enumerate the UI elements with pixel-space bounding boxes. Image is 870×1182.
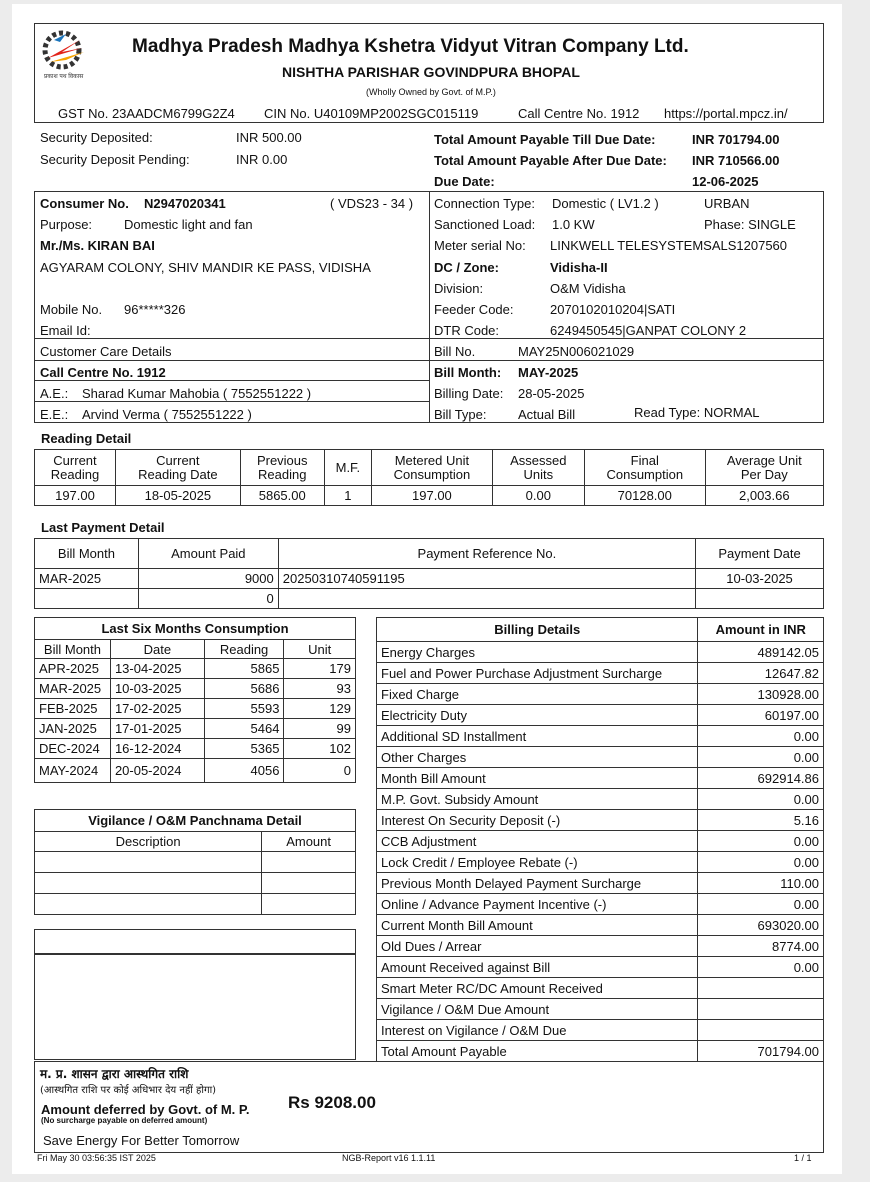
footer-timestamp: Fri May 30 03:56:35 IST 2025: [37, 1153, 156, 1163]
payment-detail-title: Last Payment Detail: [41, 520, 165, 535]
billing-amount: [698, 978, 824, 999]
reading-cell: 5865.00: [240, 486, 324, 506]
reading-header: M.F.: [324, 450, 371, 486]
billing-amount: 110.00: [698, 873, 824, 894]
company-name: Madhya Pradesh Madhya Kshetra Vidyut Vitran Company Ltd.: [132, 36, 689, 57]
reading-table: [34, 449, 824, 506]
deferred-note: (No surcharge payable on deferred amount): [41, 1116, 208, 1125]
due-date-label: Due Date:: [434, 174, 495, 189]
ee-value: Arvind Verma ( 7552551222 ): [82, 407, 252, 422]
ee-label: E.E.:: [40, 407, 69, 422]
feeder-label: Feeder Code:: [434, 302, 514, 317]
billing-amount: 12647.82: [698, 663, 824, 684]
purpose-value: Domestic light and fan: [124, 217, 253, 232]
six-months-cell: 17-02-2025: [110, 699, 204, 719]
reading-detail-title: Reading Detail: [41, 431, 132, 446]
customer-care-label: Customer Care Details: [40, 344, 172, 359]
payable-till-value: INR 701794.00: [692, 132, 780, 147]
billing-label: Additional SD Installment: [377, 726, 698, 747]
billing-label: Lock Credit / Employee Rebate (-): [377, 852, 698, 873]
dc-value: Vidisha-II: [550, 260, 608, 275]
six-months-title: Last Six Months Consumption: [35, 618, 356, 640]
consumer-no-value: N2947020341: [144, 196, 226, 211]
feeder-value: 2070102010204|SATI: [550, 302, 676, 317]
six-months-cell: 5593: [204, 699, 284, 719]
six-months-table: [34, 617, 356, 783]
reading-header: Assessed Units: [492, 450, 584, 486]
payment-cell: 0: [138, 589, 278, 609]
area-type: URBAN: [704, 196, 750, 211]
six-months-cell: 5464: [204, 719, 284, 739]
six-months-cell: MAY-2024: [35, 759, 111, 783]
security-pending-value: INR 0.00: [236, 152, 288, 167]
bill-month-label: Bill Month:: [434, 365, 502, 380]
reading-cell: 1: [324, 486, 371, 506]
ae-label: A.E.:: [40, 386, 69, 401]
billing-amount: 692914.86: [698, 768, 824, 789]
six-months-cell: 16-12-2024: [110, 739, 204, 759]
portal-link[interactable]: https://portal.mpcz.in/: [664, 106, 788, 121]
reading-cell: 0.00: [492, 486, 584, 506]
logo-tagline: प्रकाश पथ विकास: [44, 74, 84, 80]
payment-cell: 20250310740591195: [278, 569, 695, 589]
billing-date-label: Billing Date:: [434, 386, 504, 401]
billing-amount: 0.00: [698, 747, 824, 768]
vigilance-amount-header: Amount: [262, 832, 356, 852]
reading-header: Average Unit Per Day: [705, 450, 823, 486]
vigilance-description-header: Description: [35, 832, 262, 852]
six-months-cell: DEC-2024: [35, 739, 111, 759]
reading-header: Final Consumption: [584, 450, 705, 486]
vigilance-cell: [35, 894, 262, 915]
call-centre-label: Call Centre No. 1912: [40, 365, 166, 380]
billing-amount: 0.00: [698, 894, 824, 915]
cin-number: CIN No. U40109MP2002SGC015119: [264, 106, 479, 121]
vigilance-cell: [262, 852, 356, 873]
billing-table: [376, 617, 824, 1062]
reading-cell: 2,003.66: [705, 486, 823, 506]
footer-report: NGB-Report v16 1.1.11: [342, 1153, 436, 1163]
dc-label: DC / Zone:: [434, 260, 499, 275]
payment-header: Payment Date: [696, 539, 824, 569]
six-months-header: Bill Month: [35, 640, 111, 659]
billing-amount: 693020.00: [698, 915, 824, 936]
six-months-cell: 4056: [204, 759, 284, 783]
dtr-label: DTR Code:: [434, 323, 500, 338]
six-months-cell: 102: [284, 739, 356, 759]
billing-amount: [698, 999, 824, 1020]
vigilance-title: Vigilance / O&M Panchnama Detail: [35, 810, 356, 832]
billing-label: M.P. Govt. Subsidy Amount: [377, 789, 698, 810]
billing-amount: 0.00: [698, 852, 824, 873]
division-label: Division:: [434, 281, 484, 296]
payable-after-value: INR 710566.00: [692, 153, 780, 168]
six-months-cell: 10-03-2025: [110, 679, 204, 699]
reading-cell: 197.00: [35, 486, 116, 506]
office-name: NISHTHA PARISHAR GOVINDPURA BHOPAL: [282, 64, 580, 80]
bill-type-value: Actual Bill: [518, 407, 576, 422]
payable-till-label: Total Amount Payable Till Due Date:: [434, 132, 656, 147]
billing-title: Billing Details: [377, 618, 698, 642]
vigilance-table: [34, 809, 356, 915]
six-months-cell: MAR-2025: [35, 679, 111, 699]
payment-cell: [278, 589, 695, 609]
billing-amount-title: Amount in INR: [698, 618, 824, 642]
payment-cell: 9000: [138, 569, 278, 589]
vigilance-cell: [35, 852, 262, 873]
payment-cell: [696, 589, 824, 609]
six-months-cell: 0: [284, 759, 356, 783]
billing-total-amount: 701794.00: [698, 1041, 824, 1062]
energy-slogan: Save Energy For Better Tomorrow: [43, 1133, 240, 1148]
deferred-hindi-title: म. प्र. शासन द्वारा आस्थगित राशि: [40, 1067, 189, 1081]
connection-type-label: Connection Type:: [434, 196, 535, 211]
mobile-label: Mobile No.: [40, 302, 103, 317]
six-months-header: Reading: [204, 640, 284, 659]
blank-box-main: [34, 954, 356, 1060]
billing-amount: 0.00: [698, 789, 824, 810]
billing-amount: 0.00: [698, 957, 824, 978]
security-deposited-label: Security Deposited:: [40, 130, 153, 145]
payment-cell: MAR-2025: [35, 569, 139, 589]
reading-cell: 18-05-2025: [115, 486, 240, 506]
call-centre: Call Centre No. 1912: [518, 106, 640, 121]
six-months-cell: 5865: [204, 659, 284, 679]
billing-label: Other Charges: [377, 747, 698, 768]
six-months-cell: 93: [284, 679, 356, 699]
meter-value: LINKWELL TELESYSTEMSALS1207560: [550, 238, 788, 253]
payable-after-label: Total Amount Payable After Due Date:: [434, 153, 667, 168]
billing-label: CCB Adjustment: [377, 831, 698, 852]
billing-label: Electricity Duty: [377, 705, 698, 726]
vds-code: ( VDS23 - 34 ): [330, 196, 414, 211]
six-months-cell: FEB-2025: [35, 699, 111, 719]
bill-page: [12, 4, 842, 1174]
six-months-cell: JAN-2025: [35, 719, 111, 739]
billing-label: Interest On Security Deposit (-): [377, 810, 698, 831]
mobile-value: 96*****326: [124, 302, 186, 317]
reading-header: Metered Unit Consumption: [372, 450, 493, 486]
six-months-cell: 20-05-2024: [110, 759, 204, 783]
billing-label: Month Bill Amount: [377, 768, 698, 789]
billing-label: Fuel and Power Purchase Adjustment Surcharge: [377, 663, 698, 684]
company-logo: [40, 26, 90, 81]
six-months-header: Unit: [284, 640, 356, 659]
deferred-hindi-note: (आस्थगित राशि पर कोई अधिभार देय नहीं होगा): [40, 1085, 217, 1096]
payment-table: [34, 538, 824, 609]
six-months-cell: 179: [284, 659, 356, 679]
reading-header: Previous Reading: [240, 450, 324, 486]
six-months-cell: 99: [284, 719, 356, 739]
billing-label: Online / Advance Payment Incentive (-): [377, 894, 698, 915]
consumer-no-label: Consumer No.: [40, 196, 129, 211]
billing-label: Fixed Charge: [377, 684, 698, 705]
deferred-label: Amount deferred by Govt. of M. P.: [41, 1102, 250, 1117]
bill-type-label: Bill Type:: [434, 407, 487, 422]
payment-header: Payment Reference No.: [278, 539, 695, 569]
blank-box-top: [34, 929, 356, 954]
due-date-value: 12-06-2025: [692, 174, 759, 189]
reading-cell: 197.00: [372, 486, 493, 506]
reading-header: Current Reading: [35, 450, 116, 486]
billing-label: Previous Month Delayed Payment Surcharge: [377, 873, 698, 894]
load-label: Sanctioned Load:: [434, 217, 536, 232]
footer-page: 1 / 1: [794, 1153, 812, 1163]
reading-header: Current Reading Date: [115, 450, 240, 486]
load-value: 1.0 KW: [552, 217, 595, 232]
billing-label: Amount Received against Bill: [377, 957, 698, 978]
connection-type-value: Domestic ( LV1.2 ): [552, 196, 659, 211]
division-value: O&M Vidisha: [550, 281, 626, 296]
security-deposited-value: INR 500.00: [236, 130, 302, 145]
six-months-cell: 17-01-2025: [110, 719, 204, 739]
payment-header: Bill Month: [35, 539, 139, 569]
six-months-cell: 5365: [204, 739, 284, 759]
vigilance-cell: [35, 873, 262, 894]
six-months-cell: APR-2025: [35, 659, 111, 679]
billing-amount: [698, 1020, 824, 1041]
deferred-amount: Rs 9208.00: [288, 1093, 376, 1112]
vigilance-cell: [262, 873, 356, 894]
payment-header: Amount Paid: [138, 539, 278, 569]
billing-total-label: Total Amount Payable: [377, 1041, 698, 1062]
payment-cell: [35, 589, 139, 609]
billing-amount: 8774.00: [698, 936, 824, 957]
ae-value: Sharad Kumar Mahobia ( 7552551222 ): [82, 386, 312, 401]
reading-cell: 70128.00: [584, 486, 705, 506]
read-type: Read Type: NORMAL: [634, 405, 760, 420]
billing-label: Vigilance / O&M Due Amount: [377, 999, 698, 1020]
email-label: Email Id:: [40, 323, 91, 338]
ownership-note: (Wholly Owned by Govt. of M.P.): [366, 87, 496, 97]
bill-month-value: MAY-2025: [518, 365, 579, 380]
billing-amount: 130928.00: [698, 684, 824, 705]
billing-date-value: 28-05-2025: [518, 386, 585, 401]
billing-amount: 0.00: [698, 831, 824, 852]
six-months-header: Date: [110, 640, 204, 659]
billing-label: Current Month Bill Amount: [377, 915, 698, 936]
billing-amount: 0.00: [698, 726, 824, 747]
security-pending-label: Security Deposit Pending:: [40, 152, 190, 167]
six-months-cell: 129: [284, 699, 356, 719]
purpose-label: Purpose:: [40, 217, 93, 232]
gst-number: GST No. 23AADCM6799G2Z4: [58, 106, 235, 121]
bill-no-label: Bill No.: [434, 344, 476, 359]
six-months-cell: 13-04-2025: [110, 659, 204, 679]
payment-cell: 10-03-2025: [696, 569, 824, 589]
billing-label: Old Dues / Arrear: [377, 936, 698, 957]
vigilance-cell: [262, 894, 356, 915]
bill-no-value: MAY25N006021029: [518, 344, 635, 359]
consumer-name: Mr./Ms. KIRAN BAI: [40, 238, 155, 253]
billing-label: Energy Charges: [377, 642, 698, 663]
billing-label: Smart Meter RC/DC Amount Received: [377, 978, 698, 999]
consumer-address: AGYARAM COLONY, SHIV MANDIR KE PASS, VIDISHA: [40, 260, 371, 275]
six-months-cell: 5686: [204, 679, 284, 699]
billing-label: Interest on Vigilance / O&M Due: [377, 1020, 698, 1041]
phase-value: Phase: SINGLE: [704, 217, 796, 232]
billing-amount: 489142.05: [698, 642, 824, 663]
meter-label: Meter serial No:: [434, 238, 526, 253]
billing-amount: 60197.00: [698, 705, 824, 726]
dtr-value: 6249450545|GANPAT COLONY 2: [550, 323, 747, 338]
billing-amount: 5.16: [698, 810, 824, 831]
